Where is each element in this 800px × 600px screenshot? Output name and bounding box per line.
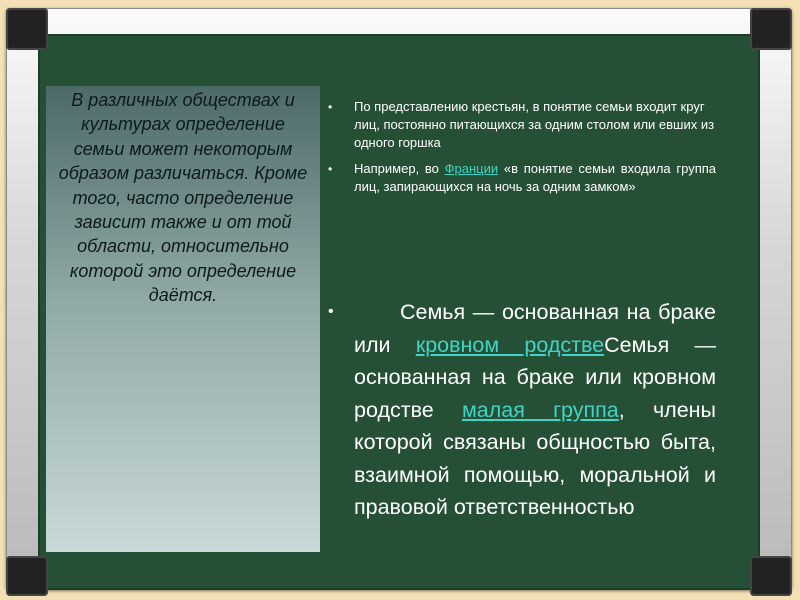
definition-part-3: , члены которой связаны общностью быта, взаимной помощью, моральной и правовой ответственностью <box>354 397 716 519</box>
bullet-item <box>328 160 716 196</box>
bullet-text-prefix: Например, во <box>354 161 445 176</box>
blood-kinship-link[interactable]: кровном родстве <box>415 332 605 357</box>
definition-part-1: Семья — основанная на браке или <box>354 300 716 357</box>
definition-text: В различных обществах и культурах определение семьи может некоторым образом различаться. Кроме того, часто определение зависит также и от той области, относительно которой это определение даётся. <box>58 90 308 306</box>
frame-corner <box>6 8 48 50</box>
peasant-definitions <box>328 98 716 204</box>
bullet-icon: • <box>328 303 334 320</box>
bullet-icon: • <box>328 162 333 176</box>
bullet-text: По представлению крестьян, в понятие семьи входит круг лиц, постоянно питающихся за одним столом или евших из одного горшка <box>354 99 715 150</box>
family-definition <box>328 296 716 600</box>
bullet-item <box>328 98 716 152</box>
family-definition-text <box>354 296 716 524</box>
frame-corner <box>6 556 48 596</box>
france-link[interactable]: Франции <box>444 161 499 176</box>
bullet-text <box>354 160 716 196</box>
bullet-text-suffix: «в понятие семьи входила группа лиц, запирающихся на ночь за одним замком» <box>354 161 717 194</box>
small-group-link[interactable]: малая группа <box>462 397 619 422</box>
frame-corner <box>750 8 792 50</box>
frame-corner <box>750 556 792 596</box>
definition-part-2: Семья — основанная на браке или кровном родстве <box>354 332 716 422</box>
bullet-icon: • <box>328 100 333 114</box>
